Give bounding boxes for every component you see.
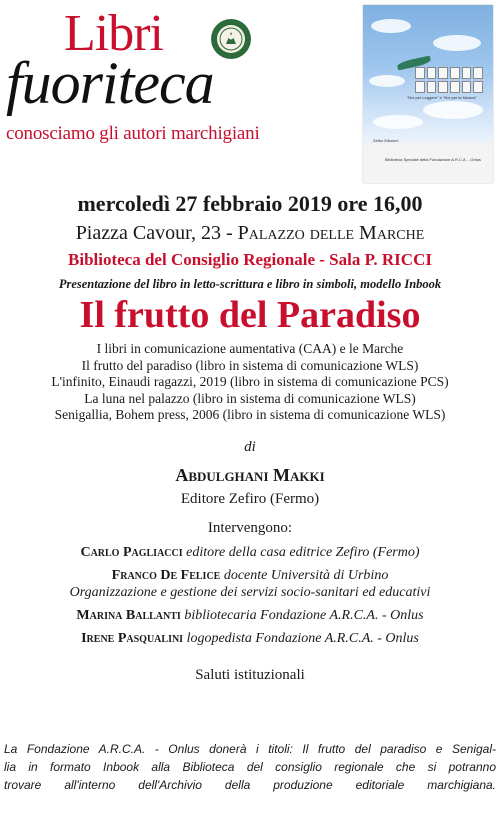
- speaker-name: Irene Pasqualini: [81, 630, 184, 646]
- donation-note-line: trovare all'interno dell'Archivio della produzione editoriale marchigiana.: [4, 778, 496, 792]
- speaker-name: Franco De Felice: [111, 567, 221, 583]
- speaker-role-detail: Organizzazione e gestione dei servizi socio-sanitari ed educativi: [69, 584, 431, 600]
- work-item: I libri in comunicazione aumentativa (CAA) e le Marche: [96, 341, 404, 356]
- cover-library: Biblioteca Speciale della Fondazione A.R.C.A. - Onlus: [385, 157, 481, 162]
- logo-fuoriteca: fuoriteca: [6, 50, 214, 116]
- speaker-role: docente Università di Urbino: [223, 567, 389, 583]
- logo-libri: Libri: [64, 5, 163, 62]
- header: [0, 0, 500, 190]
- work-item: Il frutto del paradiso (libro in sistema di comunicazione WLS): [81, 357, 419, 373]
- regional-council-seal-icon: [210, 18, 252, 60]
- address-building: Palazzo delle Marche: [237, 222, 425, 244]
- speaker-name: Marina Ballanti: [76, 607, 181, 623]
- speaker-item: [0, 567, 500, 601]
- works-list: [0, 341, 500, 424]
- cover-publisher: Zefiro Edizioni: [373, 138, 399, 143]
- speaker-role: bibliotecaria Fondazione A.R.C.A. - Onlus: [184, 607, 424, 623]
- donation-note-line: lia in formato Inbook alla Biblioteca del consiglio regionale che si potranno: [4, 760, 496, 774]
- speakers-heading: Intervengono:: [207, 519, 293, 536]
- cover-symbols: [415, 67, 483, 93]
- donation-note-line: La Fondazione A.R.C.A. - Onlus donerà i titoli: Il frutto del paradiso e Senigal-: [4, 742, 496, 756]
- greetings: Saluti istituzionali: [195, 666, 305, 683]
- work-item: La luna nel palazzo (libro in sistema di comunicazione WLS): [84, 390, 416, 406]
- speaker-item: [0, 607, 500, 624]
- publisher-name: Editore Zefiro (Fermo): [180, 490, 320, 507]
- speaker-item: [0, 544, 500, 561]
- logo-tagline: conosciamo gli autori marchigiani: [6, 123, 260, 144]
- work-item: L'infinito, Einaudi ragazzi, 2019 (libro in sistema di comunicazione PCS): [51, 374, 449, 389]
- address-prefix: Piazza Cavour, 23 -: [75, 222, 238, 244]
- event-date: mercoledì 27 febbraio 2019 ore 16,00: [77, 191, 423, 216]
- by-label: di: [244, 438, 256, 455]
- book-title: Il frutto del Paradiso: [79, 294, 421, 336]
- speaker-name: Carlo Pagliacci: [80, 544, 183, 560]
- author-name: Abdulghani Makki: [175, 464, 325, 485]
- speaker-role: logopedista Fondazione A.R.C.A. - Onlus: [186, 630, 419, 646]
- presentation-subtitle: Presentazione del libro in letto-scrittura e libro in simboli, modello Inbook: [58, 277, 442, 291]
- speaker-role: editore della casa editrice Zefiro (Fermo): [186, 544, 420, 560]
- event-details: [0, 190, 500, 685]
- speaker-item: [0, 630, 500, 647]
- event-address: [0, 220, 500, 246]
- book-cover-image: [363, 5, 493, 183]
- work-item: Senigallia, Bohem press, 2006 (libro in sistema di comunicazione WLS): [54, 407, 446, 422]
- donation-note: [4, 740, 496, 794]
- cover-caption: "Noi per Leggere" e "Noi per la Musica": [407, 95, 477, 100]
- event-venue: Biblioteca del Consiglio Regionale - Sala P. RICCI: [68, 250, 432, 269]
